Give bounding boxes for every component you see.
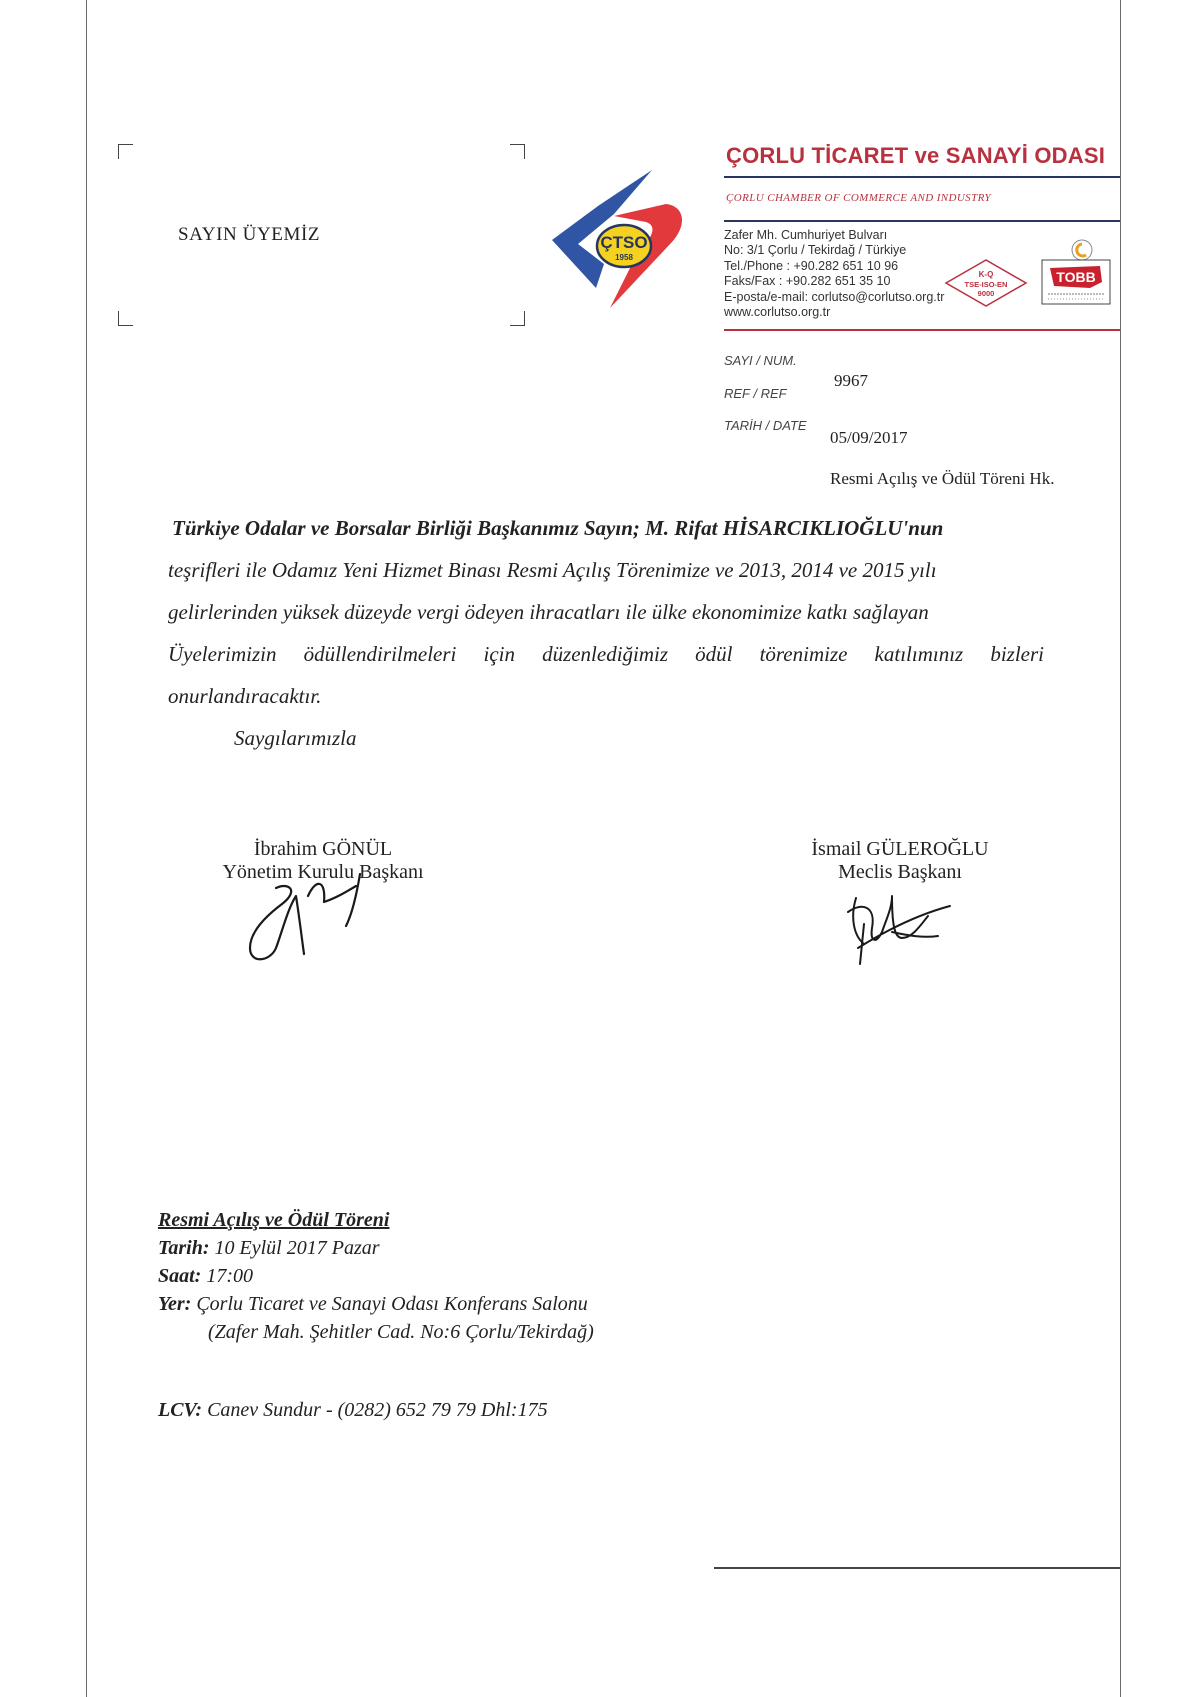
rsvp-value: Canev Sundur - (0282) 652 79 79 Dhl:175 (207, 1399, 548, 1421)
sayi-label: SAYI / NUM. (724, 353, 797, 368)
fax-line: Faks/Fax : +90.282 651 35 10 (724, 274, 891, 289)
svg-text:TSE-ISO-EN: TSE-ISO-EN (964, 280, 1008, 289)
logo-year: 1958 (615, 253, 633, 262)
signatory-right-name: İsmail GÜLEROĞLU (811, 838, 989, 860)
window-corner-bottom-right (510, 311, 525, 326)
ctso-logo-icon (548, 168, 690, 310)
event-place-label: Yer: (158, 1293, 192, 1315)
body-bold-text: Türkiye Odalar ve Borsalar Birliği Başkanımız Sayın; M. Rifat HİSARCIKLIOĞLU'nun (172, 516, 944, 540)
body-line-4: Üyelerimizin ödüllendirilmeleri için düzenlediğimiz ödül törenimize katılımınız bizleri (168, 642, 1044, 666)
address-block (724, 228, 944, 320)
logo-text: ÇTSO (600, 233, 648, 252)
window-corner-bottom-left (118, 311, 133, 326)
header-rule-top (724, 176, 1120, 178)
subject-line: Resmi Açılış ve Ödül Töreni Hk. (830, 469, 1055, 488)
footer-rule (714, 1567, 1120, 1569)
document-date: 05/09/2017 (830, 428, 908, 447)
window-corner-top-right (510, 144, 525, 159)
body-line-2: teşrifleri ile Odamız Yeni Hizmet Binası Resmi Açılış Törenimize ve 2013, 2014 ve 2015 yılı (168, 558, 937, 582)
window-corner-top-left (118, 144, 133, 159)
signature-right-icon (820, 872, 970, 972)
org-name-en: ÇORLU CHAMBER OF COMMERCE AND INDUSTRY (726, 192, 992, 204)
page-right-edge (1120, 0, 1121, 1697)
signature-left-icon (236, 868, 396, 968)
org-name: ÇORLU TİCARET ve SANAYİ ODASI (726, 143, 1106, 168)
event-title: Resmi Açılış ve Ödül Töreni (158, 1209, 390, 1231)
rsvp-line (158, 1399, 548, 1422)
closing: Saygılarımızla (234, 726, 357, 750)
date-label: TARİH / DATE (724, 418, 807, 433)
signatory-right-title: Meclis Başkanı (838, 861, 962, 883)
signatory-left-title: Yönetim Kurulu Başkanı (222, 861, 424, 883)
document-number: 9967 (834, 371, 868, 390)
tse-iso-badge-icon (944, 258, 1028, 308)
event-time (158, 1265, 253, 1288)
page-left-edge (86, 0, 87, 1697)
event-time-value: 17:00 (206, 1265, 254, 1287)
event-place-address: (Zafer Mah. Şehitler Cad. No:6 Çorlu/Tekirdağ) (208, 1321, 594, 1343)
rsvp-label: LCV: (158, 1399, 203, 1421)
header-rule-mid (724, 220, 1120, 222)
website-line: www.corlutso.org.tr (724, 305, 831, 320)
event-date-label: Tarih: (158, 1237, 210, 1259)
event-place-value: Çorlu Ticaret ve Sanayi Odası Konferans Salonu (196, 1293, 588, 1315)
event-place (158, 1293, 588, 1316)
body-line-5: onurlandıracaktır. (168, 684, 322, 708)
header-rule-bottom (724, 329, 1120, 331)
tobb-text: TOBB (1056, 269, 1096, 285)
address-line: No: 3/1 Çorlu / Tekirdağ / Türkiye (724, 243, 907, 258)
address-line: Zafer Mh. Cumhuriyet Bulvarı (724, 228, 888, 242)
body-line-3: gelirlerinden yüksek düzeyde vergi ödeyen ihracatları ile ülke ekonomimize katkı sağlayan (168, 600, 929, 624)
email-line: E-posta/e-mail: corlutso@corlutso.org.tr (724, 289, 945, 304)
svg-text:K-Q: K-Q (978, 270, 994, 279)
event-time-label: Saat: (158, 1265, 202, 1287)
signatory-left-name: İbrahim GÖNÜL (253, 838, 393, 860)
recipient: SAYIN ÜYEMİZ (178, 224, 321, 245)
body-line-1 (172, 516, 943, 541)
phone-line: Tel./Phone : +90.282 651 10 96 (724, 258, 899, 273)
event-date (158, 1237, 380, 1260)
tobb-badge-icon (1040, 238, 1112, 308)
event-date-value: 10 Eylül 2017 Pazar (214, 1237, 380, 1259)
ref-label: REF / REF (724, 386, 787, 401)
svg-text:9000: 9000 (977, 289, 995, 298)
